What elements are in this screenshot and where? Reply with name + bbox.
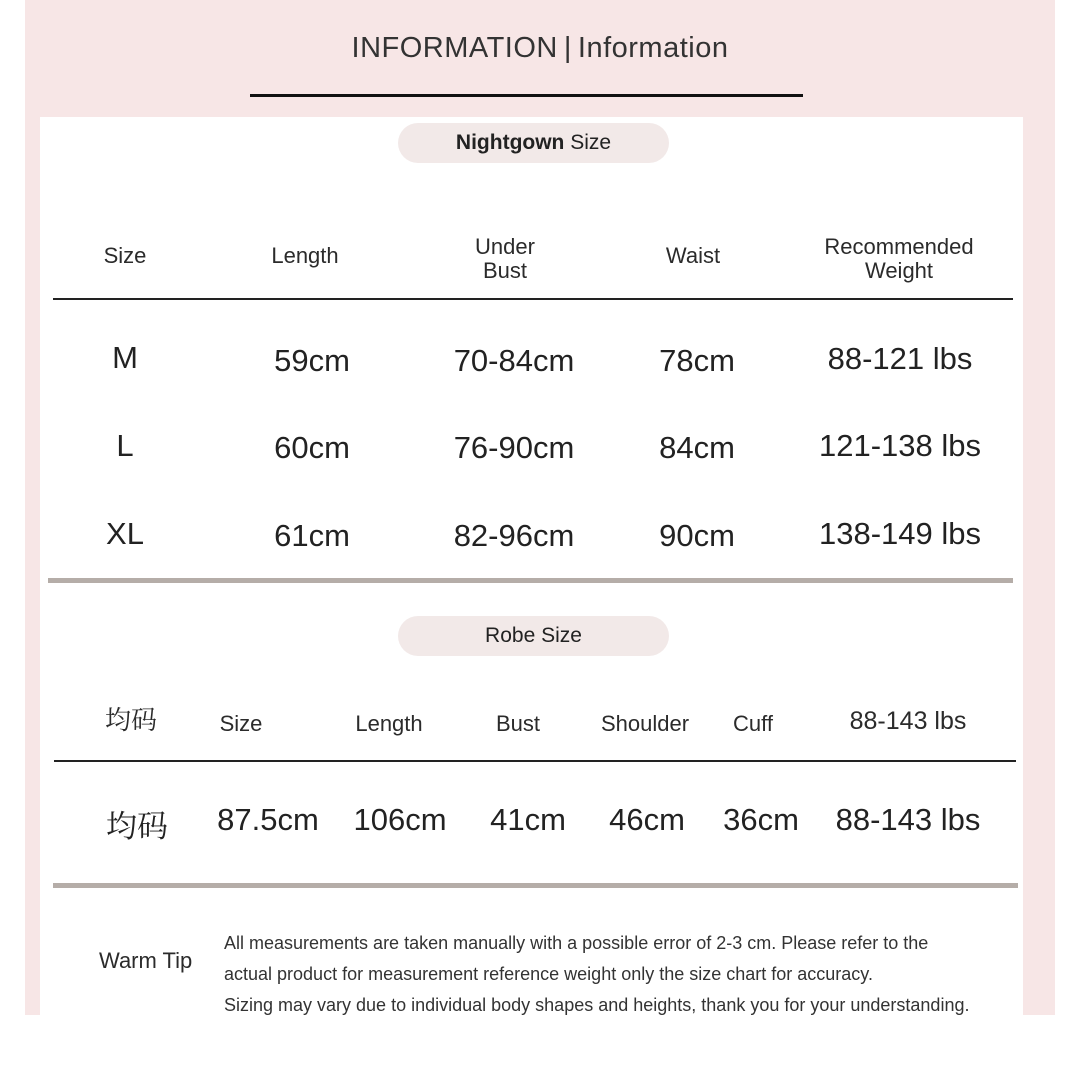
robe-row-shoulder: 46cm [609,802,685,837]
nightgown-row-m-weight: 88-121 lbs [827,341,973,376]
robe-section-divider [53,883,1018,888]
nightgown-header-under-bust: Under Bust [475,234,535,283]
nightgown-header-waist: Waist [665,243,721,268]
nightgown-row-l-size: L [116,428,134,463]
nightgown-row-xl-size: XL [106,516,144,551]
robe-header-divider [54,760,1016,762]
nightgown-header-size: Size [103,243,147,268]
robe-row-cuff: 36cm [723,802,799,837]
robe-header-cuff: Cuff [733,711,773,736]
robe-section-title: Robe Size [398,616,669,656]
robe-header-weight: 88-143 lbs [849,707,967,735]
nightgown-row-m-waist: 78cm [659,343,735,378]
warm-tip-line-3: Sizing may vary due to individual body shapes and heights, thank you for your understanding. [224,995,970,1015]
title-underline [250,94,803,97]
nightgown-row-l-weight: 121-138 lbs [818,428,982,463]
nightgown-row-xl-under-bust: 82-96cm [453,518,575,553]
nightgown-row-m-under-bust: 70-84cm [453,343,575,378]
nightgown-title-bold: Nightgown [455,131,565,154]
warm-tip-label: Warm Tip [99,948,193,973]
nightgown-header-divider [53,298,1013,300]
title-separator: | [563,32,572,64]
nightgown-row-xl-weight: 138-149 lbs [818,516,982,551]
nightgown-title-rest: Size [564,131,612,154]
robe-header-size: Size [219,711,263,736]
nightgown-header-recommended-weight: Recommended Weight [824,234,974,283]
warm-tip-text [224,928,1014,1021]
page-title [0,32,1080,65]
nightgown-row-l-length: 60cm [274,430,350,465]
robe-header-bust: Bust [495,711,541,736]
nightgown-row-l-under-bust: 76-90cm [453,430,575,465]
nightgown-row-m-size: M [112,340,138,375]
warm-tip-line-2: actual product for measurement reference weight only the size chart for accuracy. [224,964,873,984]
warm-tip-line-1: All measurements are taken manually with a possible error of 2-3 cm. Please refer to the [224,933,929,953]
nightgown-row-xl-length: 61cm [274,518,350,553]
robe-header-length: Length [355,711,423,736]
robe-row-size: 87.5cm [217,802,319,837]
robe-row-length: 106cm [353,802,447,837]
nightgown-section-title [398,123,669,163]
robe-header-shoulder: Shoulder [600,711,690,736]
robe-row-bust: 41cm [490,802,566,837]
title-right: Information [577,32,729,64]
robe-header-one-size: 均码 [104,705,158,735]
nightgown-row-l-waist: 84cm [659,430,735,465]
title-left: INFORMATION [351,32,558,64]
nightgown-row-m-length: 59cm [274,343,350,378]
nightgown-section-divider [48,578,1013,583]
robe-row-weight: 88-143 lbs [835,802,981,837]
nightgown-header-length: Length [271,243,339,268]
nightgown-row-xl-waist: 90cm [659,518,735,553]
robe-row-one-size: 均码 [106,809,168,844]
